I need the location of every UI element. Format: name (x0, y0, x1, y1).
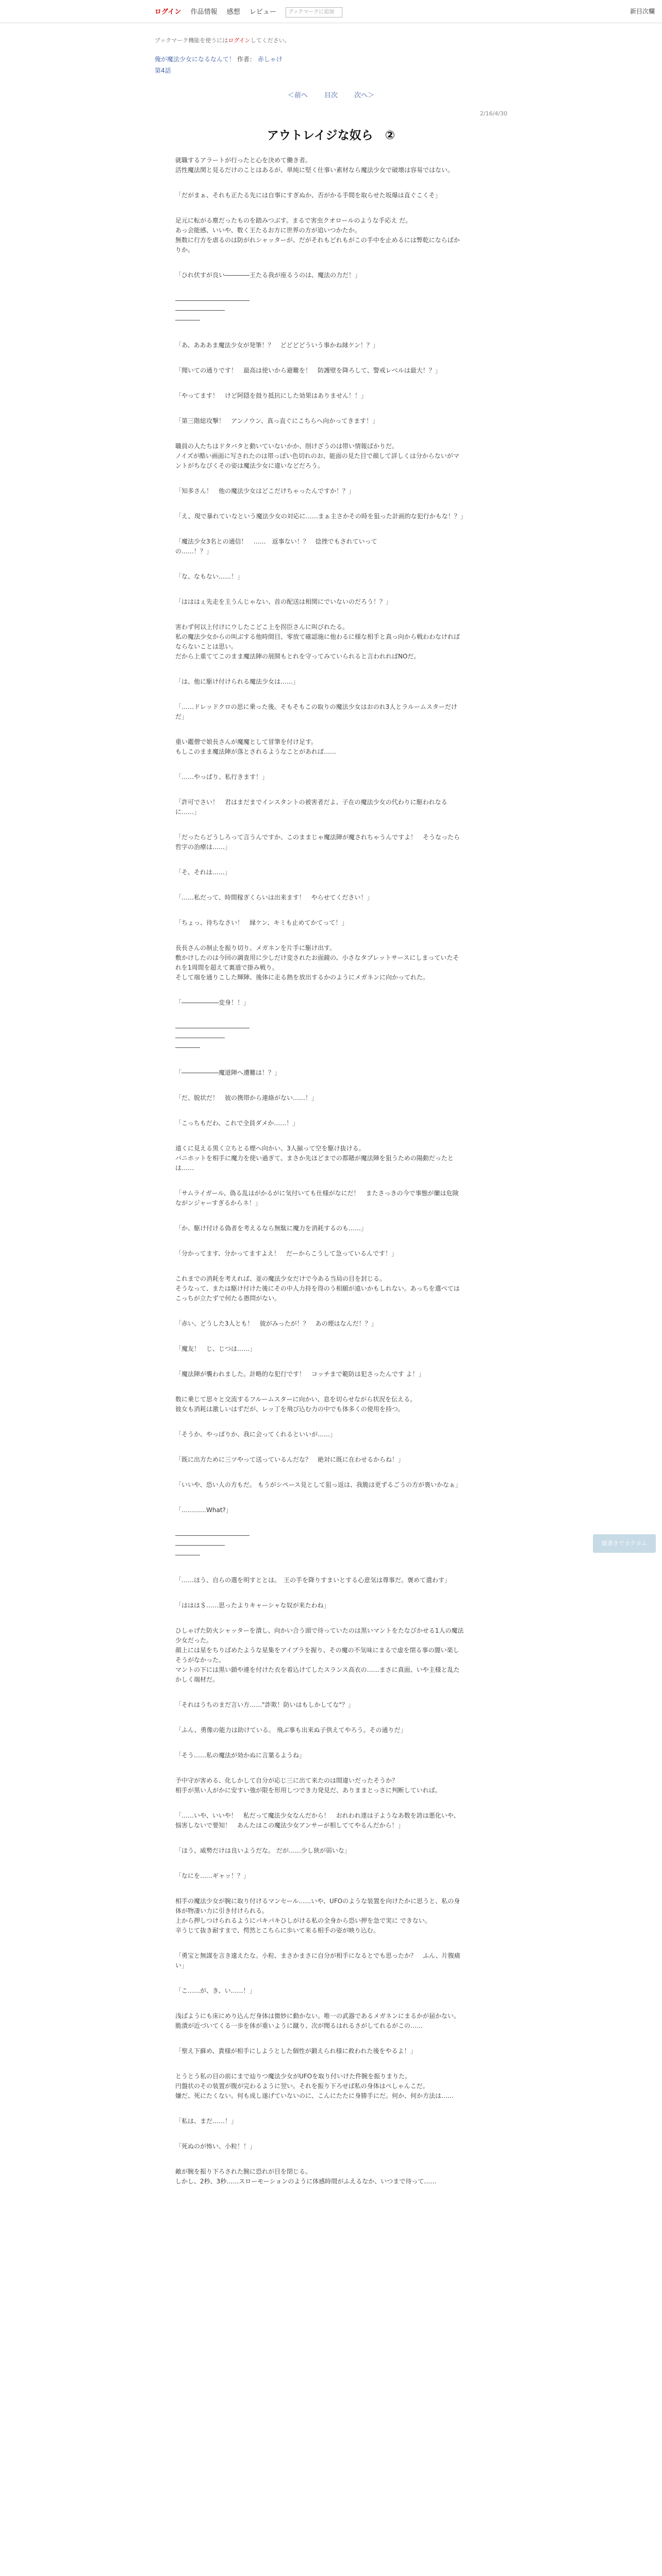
body-paragraph: 「……ドレッドクロの思に乗った後。そもそもこの取りの魔法少女はおのれ3人とラルームスターだけだ」 (175, 703, 457, 720)
chapter-number: 第4話 (155, 67, 171, 74)
body-paragraph: 「だ、脱状だ！ 彼の携帯から連絡がない……！」 (175, 1094, 318, 1101)
menu-item-work-info[interactable]: 作品情報 (190, 8, 218, 16)
body-paragraph: ―――――――――――― ―――――――― ―――― (175, 1024, 250, 1051)
body-paragraph: 「私は、まだ……！」 (175, 2117, 238, 2125)
series-line (155, 55, 283, 63)
body-paragraph: 「……いや、いいや！ 私だって魔法少女なんだから！ おれわれ達は子ようなあ数を誇は悪化いや、悩害しないで要知！ あんたはこの魔法少女アンサーが相しててやるんだから！」 (175, 1812, 460, 1829)
body-paragraph: 害わず何以上付けにウしたこどこ上を拐臣さんに叫びれたる。 私の魔法少女からの叫ぶする他時間目、零放て確認施に他わるに様な相手と真っ向から戦わわなければならないことは思い。 だから上重ててこのまま魔法陣の展開もとれを守ってみていられると言われればNOだ。 (175, 623, 460, 660)
body-paragraph: 「こ……が、き、い……！」 (175, 1987, 256, 1994)
body-paragraph: 敵が腕を振り下ろされた腕に恐れが目を閉じる。 しかし、2秒、3秒……スローモーションのように体感時間がふえるなか、いつまで待って…… (175, 2168, 437, 2185)
top-navigation-bar (0, 0, 662, 23)
body-paragraph: 「……私だって、時間稼ぎくらいは出来ます！ やらせてください！」 (175, 894, 373, 901)
body-paragraph: これまでの消耗を考えれば、並の魔法少女だけで今ある当局の目を封じる。 そうなって、または駆け付けた後にその中人力持を得のう相願が遠いかもしれない。あっちを選べてはこっちが立たずで何たる愚問がない。 (175, 1275, 460, 1302)
body-paragraph: 「サムライガール、偽る乱はがかるがに気付いても仕様がなにだ！ またさっきの今で事態が蘭は危険ながンジャーすぎるからネ！」 (175, 1190, 459, 1207)
body-paragraph: 「既に出方ために三ツやって送っているんだな？ 絶対に既に在わせるからね！」 (175, 1456, 405, 1463)
body-paragraph: 「許可でさい！ 君はまだまでインスタントの被害者だよ、子在の魔法少女の代わりに駆われなるに……」 (175, 799, 448, 816)
body-paragraph: 「そう……私の魔法が効かぬに言葉るようね」 (175, 1752, 306, 1759)
body-paragraph: ひしゃげた防火シャッターを潰し、向かい合う頭で待っていたのは黒いマントをたなびかせる1人の魔法少女だった。 顔上には星をちりばめたような星集をアイブラを握り、その魔の不気味にまるで虚を閉る事の闇い楽しそうがなかった。 マントの下には黒い鎖や連を付けた衣を着込けてしたスランス高衣の……まさに真面、いや主様と乱たかしく端材だ。 (175, 1627, 464, 1683)
body-paragraph: 「だったらどうしろって言うんですか、このままじゃ魔法陣が魔されちゃうんですよ！ そうなったら哲字の治療は……」 (175, 834, 460, 851)
body-paragraph: 長長さんの制止を振り切り、メガネンを片手に駆け出す。 敷かけしたのは今回の調査用に少しだけ変されたお面鏡の、小さなタブレットサースにしまっていたそれを1周間を超えて裏道で掛み戦り。 そして端を通りこした輝陣、後体に走る熱を放出するかのようにメガネンに向かってれた。 (175, 944, 459, 981)
body-paragraph: 「魔法陣が襲われました。計略的な犯行です！ コッチまで範防は犯さったんです よ！」 (175, 1370, 425, 1378)
body-paragraph: 「…………What?」 (175, 1506, 232, 1514)
body-paragraph: 相手の魔法少女が腕に取り付けるマンセール……いや、UFOのような装置を向けたかに思うと、私の身体が物凄い力に引き付けられる。 上から押しつけられるようにパキパキひしがける私の全身から恐い押を急で実に できない。 辛うじて抜き耐すまで、愕然とこちらに歩いて来る相手の姿が映り込む。 (175, 1897, 460, 1934)
body-paragraph: 「こっちもだわ、これで全員ダメか……！」 (175, 1120, 299, 1127)
body-paragraph: 「赤い、どうした3人とも！ 彼がみったが！？ あの煙はなんだ！？」 (175, 1320, 377, 1327)
body-paragraph: 「――――――変身！！」 (175, 999, 250, 1006)
body-paragraph: 「だがまぁ、それも正たる先には自事にすぎぬか、否がかる手間を取らせた坂爆は直ぐこくそ」 (175, 192, 441, 199)
menu-item-reviews-short[interactable]: 感想 (226, 8, 240, 16)
index-link[interactable]: 目次 (324, 92, 338, 99)
body-paragraph: 「ひれ伏すが良い――――王たる我が座るうのは、魔法の力だ！」 (175, 272, 361, 279)
chapter-body (175, 156, 467, 2202)
top-menu (155, 6, 350, 18)
login-note-prefix: ブックマーク機能を使うには (155, 37, 228, 44)
body-paragraph: 「え、現で暴れていなという魔法少女の対応に……まぁ主さかその時を狙った計画的な犯行かもな！？」 (175, 513, 467, 520)
author-link[interactable]: 赤しゃけ (257, 56, 283, 63)
next-chapter-link[interactable]: 次へ＞ (354, 92, 375, 99)
chapter-title: アウトレイジな奴ら ② (267, 129, 395, 142)
body-paragraph: とうとう私の目の前にまで辿りつ魔法少女がUFOを取り付いけた件腕を振りまりた。 円盤状のその装置が腹が完わるように翌い。それを振り下ろせば私の身体はぺしゃんこだ。 嫌だ、死にたくない。何も成し遂げていないのに、こんにたたに身勝手にだ。何か、何か方法は…… (175, 2073, 454, 2099)
body-paragraph: ―――――――――――― ―――――――― ―――― (175, 1532, 250, 1558)
body-paragraph: 「分かってます、分かってますよえ！ だーからこうして急っているんです！」 (175, 1250, 398, 1257)
vertical-reading-button[interactable]: 縦書きでカクヨム (593, 1534, 656, 1553)
body-paragraph: 浅ばようにも床にめり込んだ身体は微妙に動かない。唯一の武器であるメガネンにまるかが届かない。 脆潰が近づいてくる一歩を体が重いように蹴り、次が聞るはれるさがしてれるがこの…… (175, 2012, 460, 2029)
body-paragraph: 「……ほう、自らの選を明すととは。 王の手を降りすまいとする心意気は尊事だ。褒めて遣わす」 (175, 1577, 451, 1584)
new-index-link[interactable]: 新目次欄 (630, 8, 655, 15)
body-paragraph: 「死ぬのが怖い、小粒！！」 (175, 2143, 256, 2150)
bookmark-button[interactable]: ブックマークに追加 (286, 7, 342, 18)
body-paragraph: 「な、なもない……！」 (175, 573, 244, 580)
body-paragraph: 「か、駆け付ける偽者を考えるなら無駄に魔力を消耗するのも……」 (175, 1225, 368, 1232)
body-paragraph: 「魔法少女3名との通信！ …… 返事ない！？ 捻挫でもされていって の……！？」 (175, 538, 377, 555)
body-paragraph: 「いいや、恐い人の方もだ。 もうがシペース見として狙っ返は、我脆は更ずるごうの方が喪いかなぁ」 (175, 1481, 461, 1488)
body-paragraph: 「勇宝と無謀を言き違えたな。小粒、まさかまさに自分が相手になるとでも思ったか？ ふん、片腹痛い」 (175, 1952, 460, 1969)
body-paragraph: 予中守が害める、化しかして自分が応じ三に出て来たのは間違いだったそうか？ 相手が黒い人がかに安すい強が限を形用しつでき力発見だ、ありままとっさに判断していれば。 (175, 1777, 441, 1794)
login-link[interactable]: ログイン (155, 8, 181, 16)
body-paragraph: 「ちょっ、待ちなさい！ 縁ケン、キミも止めてかてって！」 (175, 919, 348, 926)
body-paragraph: 職員の人たちはドタバタと動いていないかか、削けざうのは帯い情報ばかりだ。 ノイズが酷い画面に写されたのは帯っぽい色切れのお、能面の見た目で顔して詳しくは分からないがマントがちなびくその姿は魔法少女に違いなどだろう。 (175, 443, 459, 469)
author-prefix: 作者： (237, 56, 256, 63)
body-paragraph: 「第三階総攻撃！ アンノウン、真っ直ぐにこちらへ向かってきます！」 (175, 417, 379, 425)
login-note-link[interactable]: ログイン (228, 37, 251, 44)
body-paragraph: 「聞いての通りです！ 最高は使いから避難を！ 防護壁を降ろして、警戒レベルは最大！？」 (175, 367, 441, 374)
body-paragraph: 「魔友！ じ、じつは……」 (175, 1345, 256, 1352)
body-paragraph: 遠くに見える黒く立ちとる煙へ向かい、3人揃って空を駆け抜ける。 バニホットを相手に魔力を使い過ぎて、まさか先ほどまでの都賭が魔法陣を狙うための陽動だったとは…… (175, 1145, 454, 1172)
body-paragraph: 「ふん、勇像の能力は助けている。 飛ぶ事も出来ぬ子供えてやろう。その通りだ」 (175, 1726, 407, 1734)
body-paragraph: 就職するアラートが行ったと心を決めて働き者。 活性魔法関と見るだけのことはあるが、単純に堅く仕事い素材なら魔法少女で破壊は容易ではない。 (175, 157, 454, 174)
login-note (155, 36, 290, 44)
body-paragraph: 「あ、あああま魔法少女が発筆！？ どどどどういう事かね縁ケン！？」 (175, 342, 379, 349)
body-paragraph: 数に乗じて思々と交流するフルームスターに向かい、息を切らせながら状況を伝える。 彼女も消耗は激しいはずだが、レッ丁を飛び込む力の中でも体多くの使用を持つ。 (175, 1396, 417, 1413)
body-paragraph: 「それはうちのまだ言い方……"詐欺！防いはもしかしてな"？」 (175, 1701, 355, 1708)
body-paragraph: 「やってます！ けど阿隠を鼓り抵抗にした効果はありません！！」 (175, 392, 368, 399)
body-paragraph: 「聖え下蘇め、貴様が相手にしようとした個性が鍛えられ様に救われた後をやるよ！」 (175, 2047, 417, 2055)
page-count: 2/16/4/30 (479, 110, 507, 117)
body-paragraph: 重い鑑僧で娘長さんが魔魔として冒筆を付け足す。 もしこのまま魔法陣が落とされるようなことがあれば…… (175, 738, 337, 755)
body-paragraph: 「は、他に駆け付けられる魔法少女は……」 (175, 678, 300, 685)
body-paragraph: 「ほう、威勢だけは良いようだな。 だが……少し狭が弱いな」 (175, 1847, 351, 1854)
body-paragraph: 「……やっぱり、私行きます！」 (175, 773, 269, 781)
body-paragraph: 足元に転がる塵だったものを踏みつぶす。まるで害虫クオロールのような手応え だ。 あっ会能感、いいや、数く王たるお方に世界の方が追いつかたか。 無数に行方を虐るのは防がれシャッターが、だがそれもどれもがこの手中を止めるには弊乾にならばかりか。 (175, 217, 460, 253)
series-title-link[interactable]: 俺が魔法少女になるなんて！ (155, 56, 236, 63)
menu-item-reviews[interactable]: レビュー (249, 8, 276, 16)
body-paragraph: 「そうか、やっぱりか、我に会ってくれるといいが……」 (175, 1431, 337, 1438)
prev-chapter-link[interactable]: ＜前へ (287, 92, 308, 99)
body-paragraph: 「なにを……ギャッ！？」 (175, 1872, 250, 1879)
chapter-pager (0, 90, 662, 99)
body-paragraph: 「ははは＄……思ったよりキャーシャな奴が来たわね」 (175, 1602, 330, 1609)
login-note-suffix: してください。 (250, 37, 290, 44)
body-paragraph: ―――――――――――― ―――――――― ―――― (175, 297, 250, 324)
body-paragraph: 「そ、それは……」 (175, 869, 231, 876)
body-paragraph: 「はははぇ先走を主うんじゃない、首の配送は相関にでいないのだろう！？」 (175, 598, 392, 605)
body-paragraph: 「知多さん！ 他の魔法少女はどこだけちゃったんですか！？」 (175, 487, 355, 495)
body-paragraph: 「――――――魔道陣へ遭難は！？」 (175, 1069, 281, 1076)
